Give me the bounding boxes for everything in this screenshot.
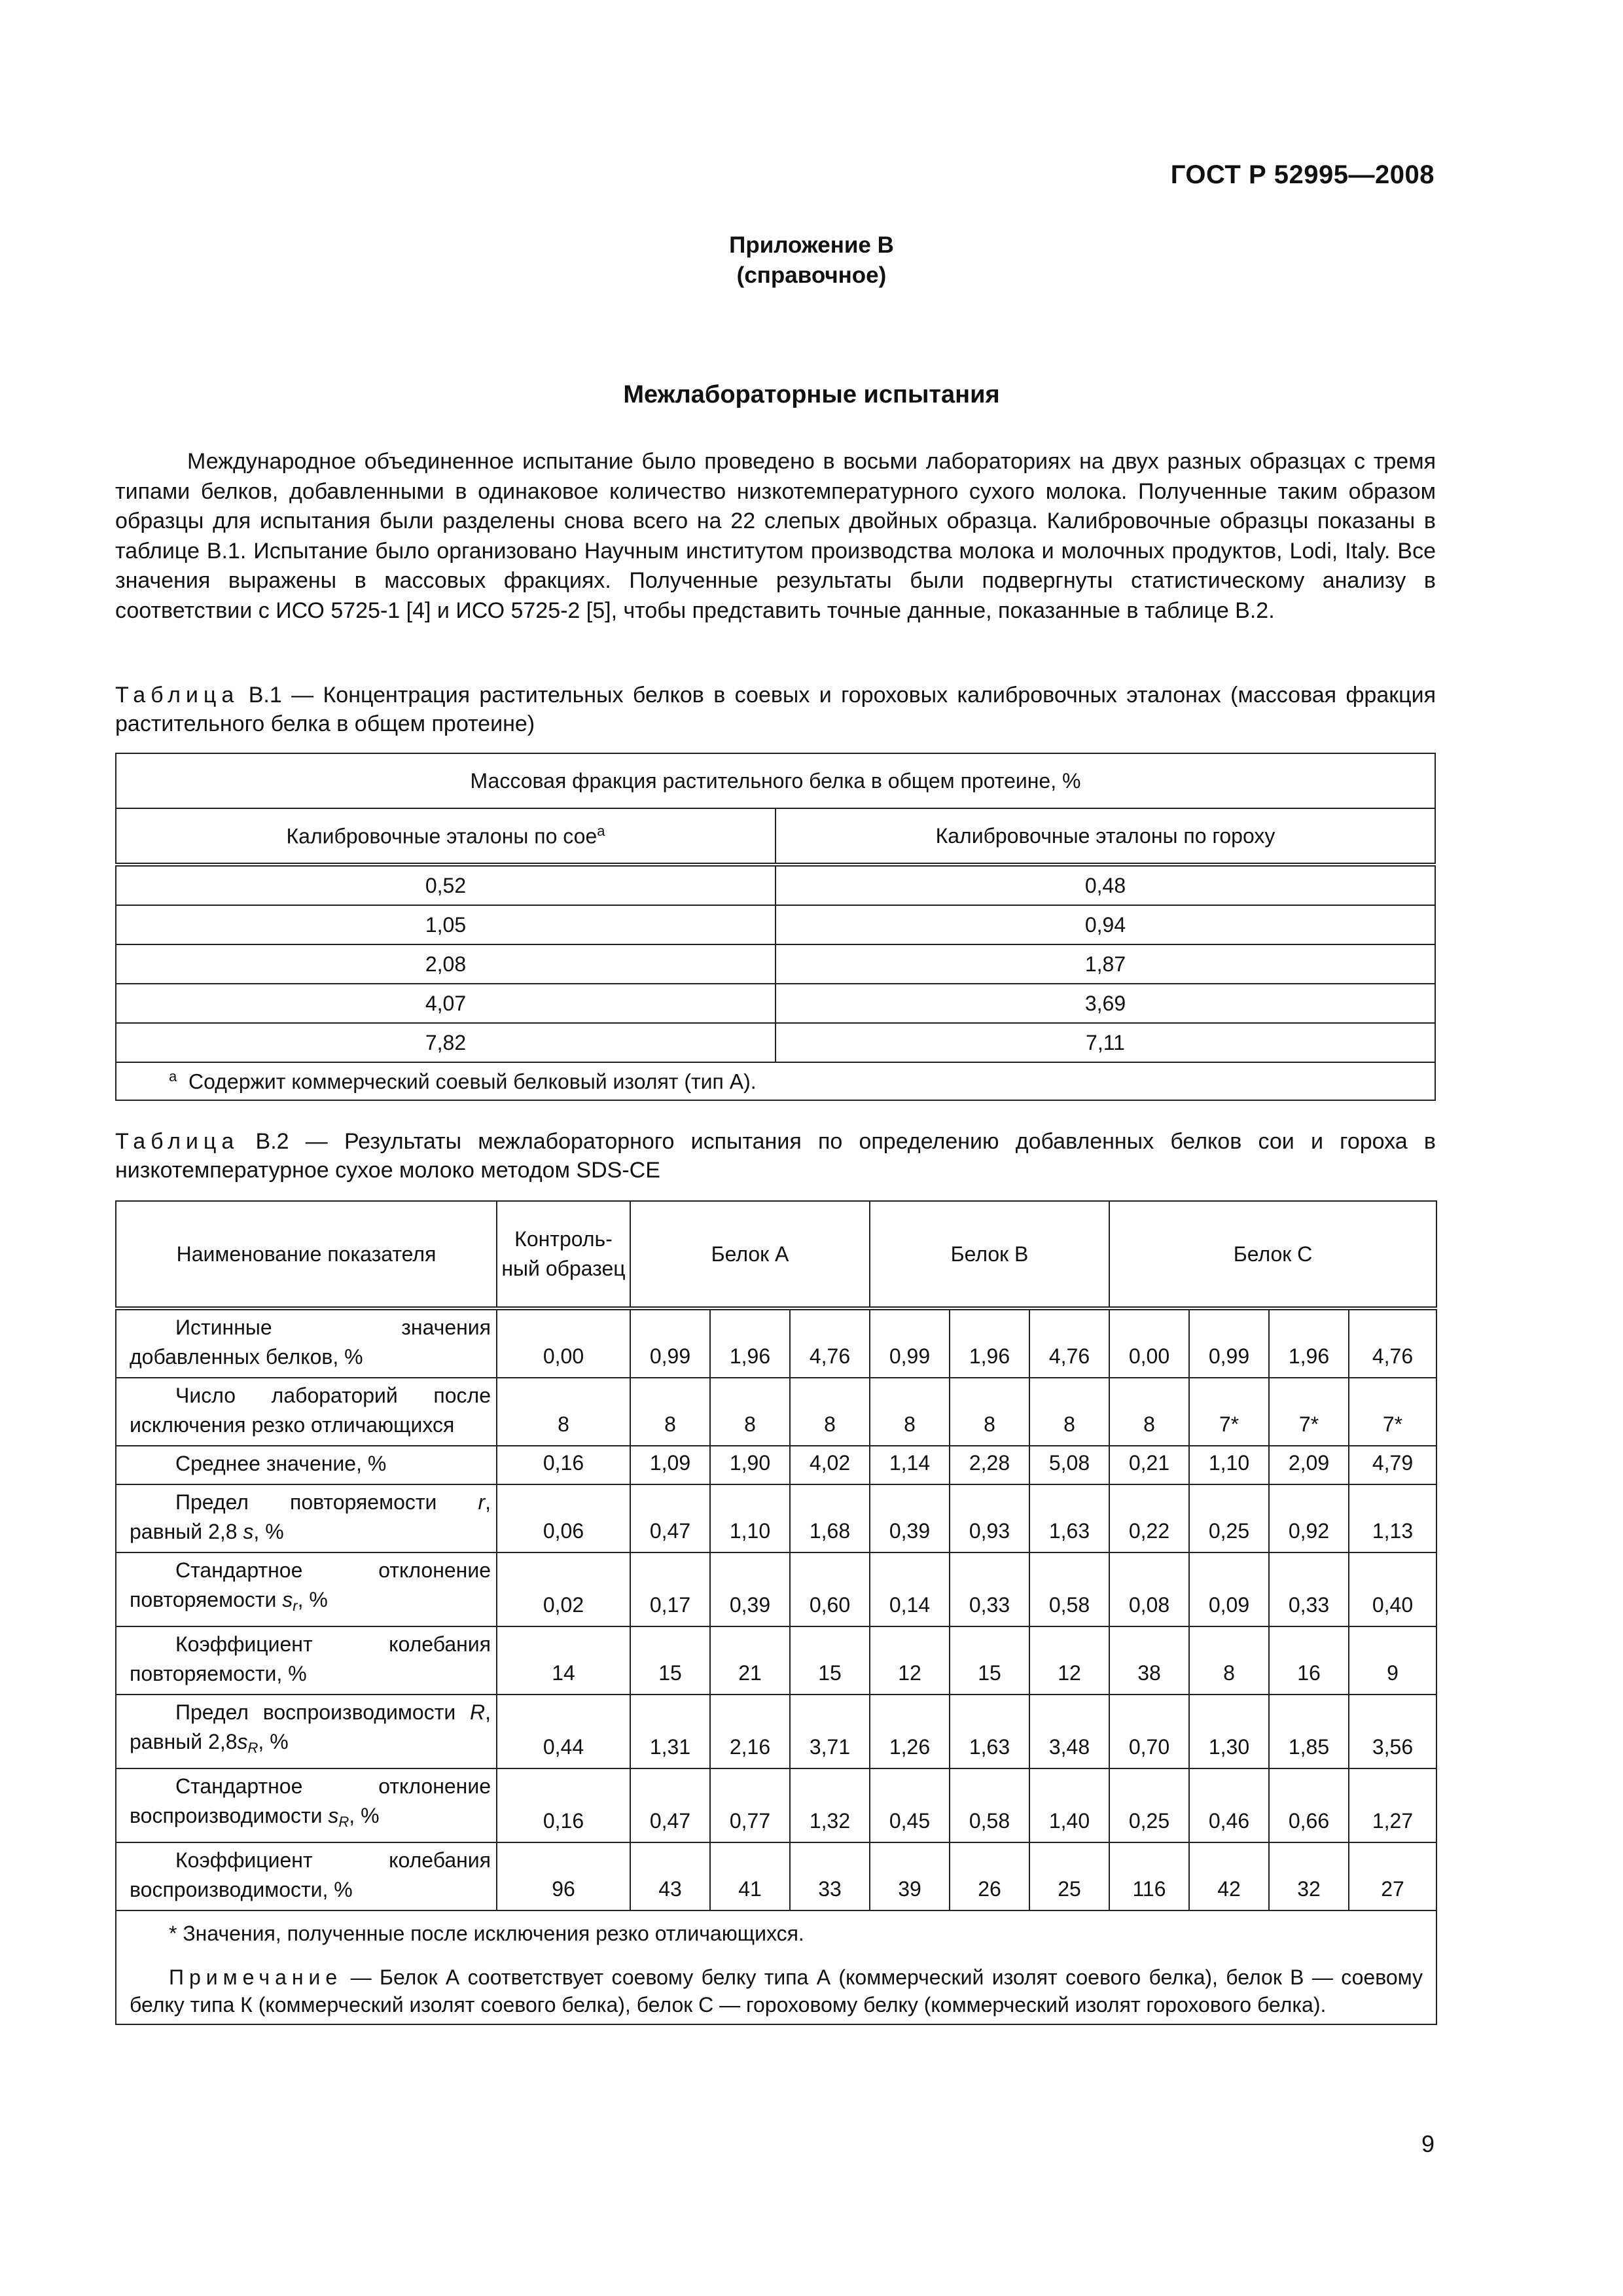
- table2-cell: 0,44: [497, 1695, 630, 1768]
- table2-cell: 25: [1029, 1842, 1109, 1910]
- table1-header-main: Массовая фракция растительного белка в общем протеине, %: [116, 753, 1435, 808]
- table2-cell: 4,79: [1349, 1446, 1436, 1484]
- table2-cell: 0,47: [630, 1484, 710, 1552]
- table2-cell: 41: [710, 1842, 790, 1910]
- table2-header-protein-c: Белок С: [1109, 1201, 1436, 1308]
- table2-cell: 0,08: [1109, 1552, 1189, 1626]
- table2-cell: 0,99: [1189, 1308, 1269, 1378]
- table2-cell: 0,99: [870, 1308, 950, 1378]
- table2-cell: 1,14: [870, 1446, 950, 1484]
- table1-col-pea: Калибровочные эталоны по гороху: [776, 808, 1435, 865]
- table2-caption: [115, 1127, 1436, 1185]
- table2-cell: 0,40: [1349, 1552, 1436, 1626]
- table2-cell: 1,32: [790, 1768, 870, 1842]
- table2-cell: 1,96: [710, 1308, 790, 1378]
- table2-cell: 1,96: [950, 1308, 1029, 1378]
- table2-cell: 8: [1189, 1626, 1269, 1695]
- table2-cell: 0,00: [497, 1308, 630, 1378]
- table1-cell-soy: 0,52: [116, 865, 776, 905]
- table2-cell: 0,93: [950, 1484, 1029, 1552]
- table2-cell: 1,63: [950, 1695, 1029, 1768]
- table1-cell-soy: 1,05: [116, 905, 776, 944]
- table2-cell: 7*: [1189, 1378, 1269, 1446]
- table2-cell: 42: [1189, 1842, 1269, 1910]
- section-title: Межлабораторные испытания: [623, 381, 1000, 408]
- table2-cell: 2,09: [1269, 1446, 1349, 1484]
- table2-cell: 15: [790, 1626, 870, 1695]
- table2-cell: 0,16: [497, 1446, 630, 1484]
- table2-cell: 0,33: [1269, 1552, 1349, 1626]
- table2-cell: 2,16: [710, 1695, 790, 1768]
- table2-cell: 12: [870, 1626, 950, 1695]
- table2-row-label: Число лабораторий после исключения резко отличающихся: [116, 1378, 497, 1446]
- table2-cell: 1,10: [710, 1484, 790, 1552]
- table2-cell: 15: [630, 1626, 710, 1695]
- table1-cell-pea: 0,48: [776, 865, 1435, 905]
- table2-header-protein-a: Белок А: [630, 1201, 870, 1308]
- table2-cell: 0,99: [630, 1308, 710, 1378]
- table2-footnote: * Значения, полученные после исключения резко отличающихся.: [169, 1922, 804, 1945]
- table1-body: [116, 865, 1435, 1062]
- table1-row: [116, 984, 1435, 1023]
- table2-cell: 1,30: [1189, 1695, 1269, 1768]
- table2-row-label: Коэффициент колебания воспроизводимости, %: [116, 1842, 497, 1910]
- table2-caption-label: Таблица: [115, 1129, 240, 1154]
- table2-cell: 14: [497, 1626, 630, 1695]
- table2-row: [116, 1378, 1436, 1446]
- table1-col-soy: Калибровочные эталоны по сое$^а$: [116, 808, 776, 865]
- table2-cell: 0,39: [870, 1484, 950, 1552]
- table2-cell: 8: [870, 1378, 950, 1446]
- table1-row: [116, 1023, 1435, 1062]
- appendix-heading: [0, 230, 1623, 291]
- table2-row: [116, 1308, 1436, 1378]
- table2-cell: 0,58: [950, 1768, 1029, 1842]
- table2-cell: 0,39: [710, 1552, 790, 1626]
- table2-cell: 1,10: [1189, 1446, 1269, 1484]
- table2-cell: 16: [1269, 1626, 1349, 1695]
- table2-cell: 1,96: [1269, 1308, 1349, 1378]
- table2-cell: 0,16: [497, 1768, 630, 1842]
- table1-cell-pea: 1,87: [776, 944, 1435, 984]
- table2-cell: 39: [870, 1842, 950, 1910]
- page-number: 9: [1421, 2130, 1435, 2157]
- table1: [115, 753, 1436, 1101]
- appendix-status: (справочное): [736, 262, 887, 288]
- table2-row-label: Стандартное отклонение воспроизводимости $s_R$, %: [116, 1768, 497, 1842]
- table1-caption-label: Таблица: [115, 683, 240, 708]
- table1-row: [116, 905, 1435, 944]
- table2-cell: 5,08: [1029, 1446, 1109, 1484]
- table2-cell: 1,13: [1349, 1484, 1436, 1552]
- table1-cell-soy: 4,07: [116, 984, 776, 1023]
- table2-row-label: Стандартное отклонение повторяемости $s_r$, %: [116, 1552, 497, 1626]
- table2-cell: 15: [950, 1626, 1029, 1695]
- table2-cell: 0,25: [1109, 1768, 1189, 1842]
- table2-cell: 4,76: [790, 1308, 870, 1378]
- table2-cell: 8: [497, 1378, 630, 1446]
- table2-cell: 0,70: [1109, 1695, 1189, 1768]
- table2-cell: 26: [950, 1842, 1029, 1910]
- table2-cell: 3,56: [1349, 1695, 1436, 1768]
- table2-row-label: Предел повторяемости r, равный 2,8 s, %: [116, 1484, 497, 1552]
- table1-cell-pea: 0,94: [776, 905, 1435, 944]
- table2-row-label: Коэффициент колебания повторяемости, %: [116, 1626, 497, 1695]
- table2: [115, 1200, 1436, 2025]
- table2-cell: 0,25: [1189, 1484, 1269, 1552]
- table2-caption-text: В.2 — Результаты межлабораторного испытания по определению добавленных белков сои и гороха в низкотемпературное сухое молоко методом SDS-CE: [115, 1129, 1436, 1183]
- table2-row: [116, 1626, 1436, 1695]
- table2-cell: 3,48: [1029, 1695, 1109, 1768]
- table2-row: [116, 1695, 1436, 1768]
- table1-cell-soy: 2,08: [116, 944, 776, 984]
- table1-cell-pea: 7,11: [776, 1023, 1435, 1062]
- table2-cell: 0,09: [1189, 1552, 1269, 1626]
- table2-header-protein-b: Белок В: [870, 1201, 1109, 1308]
- table2-cell: 0,00: [1109, 1308, 1189, 1378]
- table2-cell: 4,76: [1349, 1308, 1436, 1378]
- table2-cell: 8: [1109, 1378, 1189, 1446]
- table2-cell: 0,92: [1269, 1484, 1349, 1552]
- intro-paragraph: Международное объединенное испытание было проведено в восьми лабораториях на двух разных образцах с тремя типами белков, добавленными в одинаковое количество низкотемпературного сухого молока. Полученные таким образом образцы для испытания были разделены снова всего на 22 слепых двойных образца. Калибровочные образцы показаны в таблице В.1. Испытание было организовано Научным институтом производства молока и молочных продуктов, Lodi, Italy. Все значения выражены в массовых фракциях. Полученные результаты были подвергнуты статистическому анализу в соответствии с ИСО 5725-1 [4] и ИСО 5725-2 [5], чтобы представить точные данные, показанные в таблице В.2.: [115, 449, 1436, 623]
- table2-cell: 0,45: [870, 1768, 950, 1842]
- table2-cell: 32: [1269, 1842, 1349, 1910]
- table2-cell: 0,77: [710, 1768, 790, 1842]
- table2-cell: 0,47: [630, 1768, 710, 1842]
- table2-cell: 1,90: [710, 1446, 790, 1484]
- table2-cell: 116: [1109, 1842, 1189, 1910]
- table1-footnote: $^а$ Содержит коммерческий соевый белковый изолят (тип А).: [116, 1062, 1435, 1100]
- table2-cell: 9: [1349, 1626, 1436, 1695]
- table2-cell: 8: [790, 1378, 870, 1446]
- table2-cell: 0,58: [1029, 1552, 1109, 1626]
- table1-cell-pea: 3,69: [776, 984, 1435, 1023]
- table2-cell: 4,02: [790, 1446, 870, 1484]
- table2-row: [116, 1484, 1436, 1552]
- table1-caption-text: В.1 — Концентрация растительных белков в соевых и гороховых калибровочных эталонах (массовая фракция растительного белка в общем протеине): [115, 683, 1436, 736]
- table2-cell: 38: [1109, 1626, 1189, 1695]
- table2-cell: 2,28: [950, 1446, 1029, 1484]
- table2-row: [116, 1446, 1436, 1484]
- table2-cell: 0,02: [497, 1552, 630, 1626]
- table2-cell: 0,46: [1189, 1768, 1269, 1842]
- table2-cell: 0,60: [790, 1552, 870, 1626]
- table2-cell: 8: [950, 1378, 1029, 1446]
- table2-cell: 0,14: [870, 1552, 950, 1626]
- table2-row: [116, 1842, 1436, 1910]
- table2-cell: 1,63: [1029, 1484, 1109, 1552]
- table2-cell: 1,68: [790, 1484, 870, 1552]
- table1-row: [116, 865, 1435, 905]
- table2-cell: 43: [630, 1842, 710, 1910]
- table2-cell: 0,66: [1269, 1768, 1349, 1842]
- table2-cell: 8: [710, 1378, 790, 1446]
- appendix-title: Приложение В: [729, 232, 894, 258]
- table2-cell: 7*: [1269, 1378, 1349, 1446]
- table2-body: [116, 1308, 1436, 1910]
- document-code: ГОСТ Р 52995—2008: [1170, 160, 1435, 189]
- table2-header-name: Наименование показателя: [116, 1201, 497, 1308]
- table2-cell: 1,31: [630, 1695, 710, 1768]
- table2-cell: 0,33: [950, 1552, 1029, 1626]
- table2-cell: 27: [1349, 1842, 1436, 1910]
- table2-row-label: Предел воспроизводимости R, равный $2,8s_R$, %: [116, 1695, 497, 1768]
- table2-row-label: Среднее значение, %: [116, 1446, 497, 1484]
- table2-cell: 8: [1029, 1378, 1109, 1446]
- table1-row: [116, 944, 1435, 984]
- table2-row: [116, 1768, 1436, 1842]
- table2-cell: 8: [630, 1378, 710, 1446]
- table2-cell: 3,71: [790, 1695, 870, 1768]
- table2-cell: 1,27: [1349, 1768, 1436, 1842]
- table2-row: [116, 1552, 1436, 1626]
- table2-note: Примечание — Белок А соответствует соевому белку типа А (коммерческий изолят соевого белка), белок В — соевому белку типа К (коммерческий изолят соевого белка), белок С — гороховому белку (коммерческий изолят горохового белка).: [130, 1965, 1423, 2017]
- table1-cell-soy: 7,82: [116, 1023, 776, 1062]
- table2-cell: 1,40: [1029, 1768, 1109, 1842]
- table2-cell: 4,76: [1029, 1308, 1109, 1378]
- table2-cell: 33: [790, 1842, 870, 1910]
- table2-cell: 1,85: [1269, 1695, 1349, 1768]
- table1-caption: [115, 681, 1436, 738]
- table2-notes: [116, 1910, 1436, 2024]
- table2-cell: 1,26: [870, 1695, 950, 1768]
- table2-cell: 7*: [1349, 1378, 1436, 1446]
- table2-cell: 0,17: [630, 1552, 710, 1626]
- table2-cell: 0,22: [1109, 1484, 1189, 1552]
- table2-cell: 0,06: [497, 1484, 630, 1552]
- table2-cell: 1,09: [630, 1446, 710, 1484]
- table2-cell: 21: [710, 1626, 790, 1695]
- table2-header-control: Контроль-ный образец: [497, 1201, 630, 1308]
- table2-cell: 96: [497, 1842, 630, 1910]
- table2-row-label: Истинные значения добавленных белков, %: [116, 1308, 497, 1378]
- table2-cell: 0,21: [1109, 1446, 1189, 1484]
- table2-cell: 12: [1029, 1626, 1109, 1695]
